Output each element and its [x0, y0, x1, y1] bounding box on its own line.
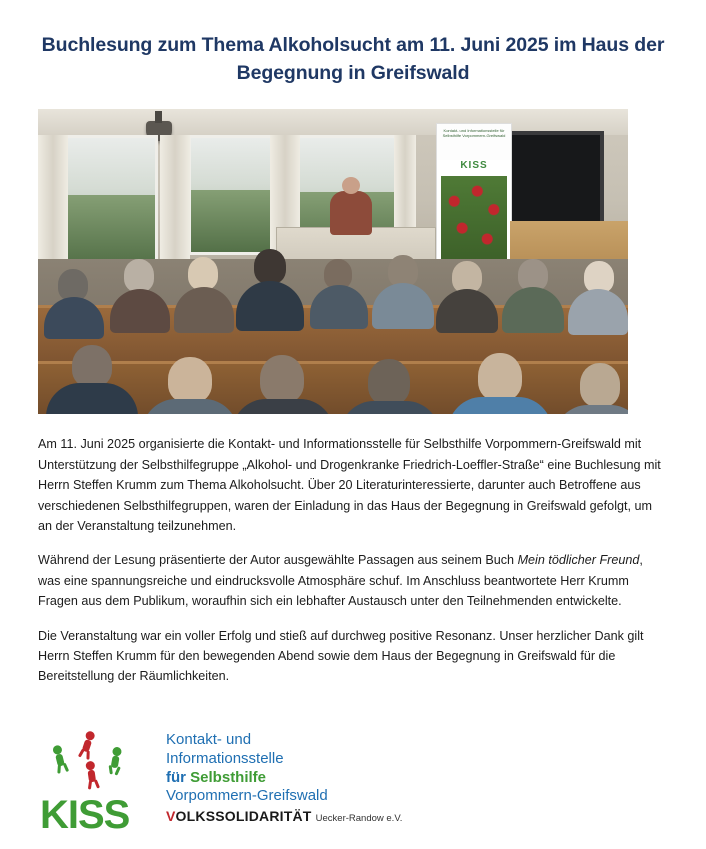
kiss-wordmark: KISS [40, 793, 130, 837]
footer-logo-text [166, 731, 646, 824]
audience-head [168, 357, 212, 403]
logo-line-3 [166, 769, 646, 788]
audience-head [260, 355, 304, 403]
footer-logo-block [38, 731, 658, 843]
volkssolidaritaet-line [166, 808, 646, 824]
kiss-logo-icon [38, 731, 156, 835]
figure-icon [84, 760, 100, 787]
banner-logo-text: KISS [460, 160, 488, 172]
paragraph-3: Die Veranstaltung war ein voller Erfolg und stieß auf durchweg positive Resonanz. Unser herzlicher Dank gilt Herrn Steffen Krumm für den bewegenden Abend sowie dem Haus der Begegnung in Greifswald für die Bereitstellung der Räumlichkeiten. [38, 628, 644, 684]
photo-scene [38, 109, 628, 414]
window-left [62, 135, 158, 267]
logo-line-4: Vorpommern-Greifswald [166, 787, 328, 805]
window-foliage [191, 190, 271, 253]
paragraph-2-tail: , was eine spannungsreiche und eindrucksvolle Atmosphäre schuf. Im Anschluss beantwortete Herr Krumm Fragen aus dem Publikum, woraufhin sich ein lebhafter Austausch unter den Teilnehmenden entwickelte. [38, 553, 643, 609]
article-body [0, 434, 706, 686]
audience-head [188, 257, 218, 290]
page-title: Buchlesung zum Thema Alkoholsucht am 11. Juni 2025 im Haus der Begegnung in Greifswald [41, 34, 665, 84]
book-title: Mein tödlicher Freund [517, 553, 640, 568]
figure-icon [78, 730, 97, 758]
paragraph-2 [38, 550, 668, 611]
audience-head [580, 363, 620, 407]
banner-image [441, 176, 507, 260]
figure-icon [108, 746, 124, 774]
audience-head [254, 249, 286, 284]
volks-v: V [166, 808, 176, 824]
window-center [188, 135, 274, 255]
logo-line-2: Informationsstelle [166, 749, 284, 767]
window-foliage [65, 195, 155, 264]
audience-head [368, 359, 410, 405]
banner-headline: Kontakt- und Informationsstelle für Selbsthilfe Vorpommern-Greifswald [437, 124, 511, 160]
speaker-person [330, 191, 372, 235]
audience-head [124, 259, 154, 292]
volks-rest: OLKSSOLIDARITÄT [175, 808, 312, 824]
logo-line-1: Kontakt- und [166, 731, 252, 748]
audience-head [478, 353, 522, 401]
article-photo [38, 109, 628, 414]
paragraph-2-lead: Während der Lesung präsentierte der Autor ausgewählte Passagen aus seinem Buch [38, 553, 518, 568]
audience-head [72, 345, 112, 387]
logo-line-3-strong: Selbsthilfe [190, 768, 267, 786]
volks-suffix: Uecker-Randow e.V. [315, 813, 403, 824]
logo-line-3-prefix: für [166, 768, 191, 786]
figure-icon [51, 744, 69, 772]
paragraph-1: Am 11. Juni 2025 organisierte die Kontakt- und Informationsstelle für Selbsthilfe Vorpommern-Greifswald mit Unterstützung der Selbsthilfegruppe „Alkohol- und Drogenkranke Friedrich-Loeffler-Straße“ eine Buchlesung mit Herrn Steffen Krumm zum Thema Alkoholsucht. Über 20 Literaturinteressierte, darunter auch Betroffene aus verschiedenen Selbsthilfegruppen, waren der Einladung in das Haus der Begegnung in Greifswald gefolgt, um an der Veranstaltung teilzunehmen. [38, 437, 661, 533]
